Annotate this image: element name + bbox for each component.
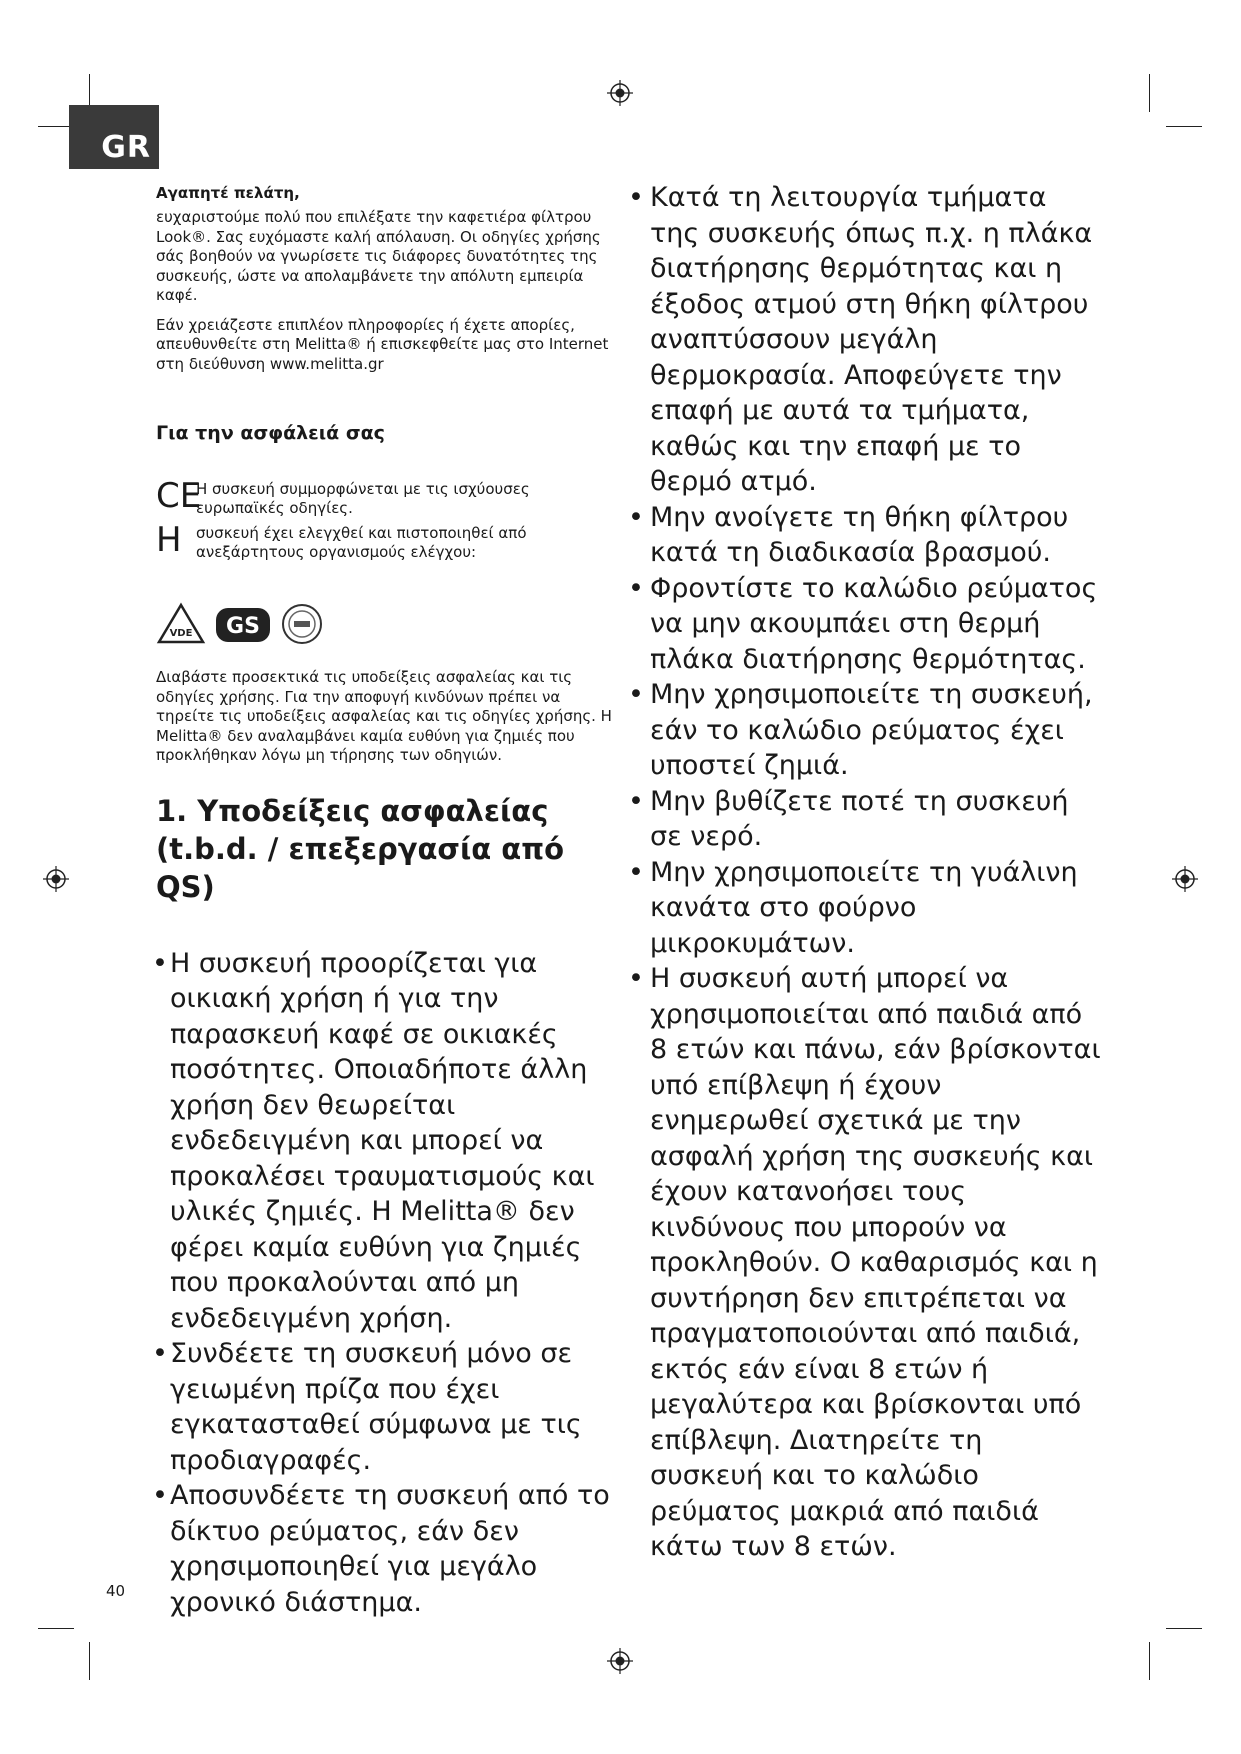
- certification-text: συσκευή έχει ελεγχθεί και πιστοποιηθεί από ανεξάρτητους οργανισμούς ελέγχου:: [196, 524, 527, 561]
- ce-conformity-row: [156, 476, 616, 518]
- crop-mark: [1149, 1642, 1150, 1680]
- svg-text:VDE: VDE: [169, 628, 193, 639]
- test-seal-icon: [280, 602, 324, 646]
- safety-bullet: • Φροντίστε το καλώδιο ρεύματος να μην ακουμπάει στη θερμή πλάκα διατήρησης θερμότητας.: [632, 571, 1102, 678]
- safety-bullet: • Συνδέετε τη συσκευή μόνο σε γειωμένη πρίζα που έχει εγκατασταθεί σύμφωνα με τις προδιαγραφές.: [156, 1336, 616, 1478]
- safety-bullet: • Μην χρησιμοποιείτε τη συσκευή, εάν το καλώδιο ρεύματος έχει υποστεί ζημιά.: [632, 677, 1102, 784]
- crop-mark: [1166, 126, 1202, 127]
- greeting-title: Αγαπητέ πελάτη,: [156, 184, 300, 202]
- ce-mark-icon: CE: [156, 476, 202, 516]
- section-title-line: 1. Υποδείξεις ασφαλείας: [156, 793, 549, 828]
- certification-row: [156, 520, 616, 562]
- left-safety-list: [156, 946, 616, 1621]
- vde-triangle-icon: [156, 602, 206, 646]
- crop-mark: [1149, 74, 1150, 112]
- safety-bullet: • Μην βυθίζετε ποτέ τη συσκευή σε νερό.: [632, 784, 1102, 855]
- registration-mark-icon: [1172, 866, 1198, 892]
- right-column: [632, 180, 1102, 1565]
- contact-paragraph: Εάν χρειάζεστε επιπλέον πληροφορίες ή έχετε απορίες, απευθυνθείτε στη Melitta® ή επισκεφθείτε μας στο Internet στη διεύθυνση www.melitta.gr: [156, 315, 609, 373]
- safety-bullet: • Η συσκευή αυτή μπορεί να χρησιμοποιείται από παιδιά από 8 ετών και πάνω, εάν βρίσκονται υπό επίβλεψη ή έχουν ενημερωθεί σχετικά με την ασφαλή χρήση της συσκευής και έχουν κατανοήσει τους κινδύνους που μπορούν να προκληθούν. Ο καθαρισμός και η συντήρηση δεν επιτρέπεται να πραγματοποιούνται από παιδιά, εκτός εάν είναι 8 ετών ή μεγαλύτερα και βρίσκονται υπό επίβλεψη. Διατηρείτε τη συσκευή και το καλώδιο ρεύματος μακριά από παιδιά κάτω των 8 ετών.: [632, 961, 1102, 1565]
- language-tab: GR: [69, 105, 159, 169]
- crop-mark: [38, 1628, 74, 1629]
- crop-mark: [89, 1642, 90, 1680]
- svg-text:GS: GS: [226, 614, 260, 639]
- safety-bullet: • Κατά τη λειτουργία τμήματα της συσκευής όπως π.χ. η πλάκα διατήρησης θερμότητας και η έξοδος ατμού στη θήκη φίλτρου αναπτύσσουν μεγάλη θερμοκρασία. Αποφεύγετε την επαφή με αυτά τα τμήματα, καθώς και την επαφή με το θερμό ατμό.: [632, 180, 1102, 500]
- registration-mark-icon: [43, 866, 69, 892]
- safety-heading: Για την ασφάλειά σας: [156, 422, 385, 444]
- registration-mark-icon: [607, 80, 633, 106]
- certification-logos: [156, 602, 616, 646]
- safety-bullet: • Η συσκευή προορίζεται για οικιακή χρήση ή για την παρασκευή καφέ σε οικιακές ποσότητες. Οποιαδήποτε άλλη χρήση δεν θεωρείται ενδεδειγμένη και μπορεί να προκαλέσει τραυματισμούς και υλικές ζημιές. Η Melitta® δεν φέρει καμία ευθύνη για ζημιές που προκαλούνται από μη ενδεδειγμένη χρήση.: [156, 946, 616, 1337]
- safety-bullet: • Μην ανοίγετε τη θήκη φίλτρου κατά τη διαδικασία βρασμού.: [632, 500, 1102, 571]
- gs-mark-icon: [214, 602, 272, 646]
- section-title-line: (t.b.d. / επεξεργασία από QS): [156, 831, 565, 904]
- registration-mark-icon: [607, 1648, 633, 1674]
- section-title: [156, 792, 616, 906]
- safety-warning-text: Διαβάστε προσεκτικά τις υποδείξεις ασφαλείας και τις οδηγίες χρήσης. Για την αποφυγή κινδύνων πρέπει να τηρείτε τις υποδείξεις ασφαλείας και τις οδηγίες χρήσης. Η Melitta® δεν αναλαμβάνει καμία ευθύνη για ζημιές που προκλήθηκαν λόγω μη τήρησης των οδηγιών.: [156, 668, 612, 764]
- ce-text: Η συσκευή συμμορφώνεται με τις ισχύουσες ευρωπαϊκές οδηγίες.: [196, 480, 530, 517]
- page-number: 40: [106, 1582, 126, 1600]
- safety-bullet: • Αποσυνδέετε τη συσκευή από το δίκτυο ρεύματος, εάν δεν χρησιμοποιηθεί για μεγάλο χρονικό διάστημα.: [156, 1478, 616, 1620]
- right-safety-list: [632, 180, 1102, 1565]
- left-column: [156, 184, 616, 1620]
- greeting-paragraph: ευχαριστούμε πολύ που επιλέξατε την καφετιέρα φίλτρου Look®. Σας ευχόμαστε καλή απόλαυση. Οι οδηγίες χρήσης σάς βοηθούν να γνωρίσετε τις διάφορες δυνατότητες της συσκευής, ώστε να απολαμβάνετε την απόλυτη εμπειρία καφέ.: [156, 208, 601, 304]
- drop-cap: H: [156, 520, 182, 560]
- crop-mark: [1166, 1628, 1202, 1629]
- safety-bullet: • Μην χρησιμοποιείτε τη γυάλινη κανάτα στο φούρνο μικροκυμάτων.: [632, 855, 1102, 962]
